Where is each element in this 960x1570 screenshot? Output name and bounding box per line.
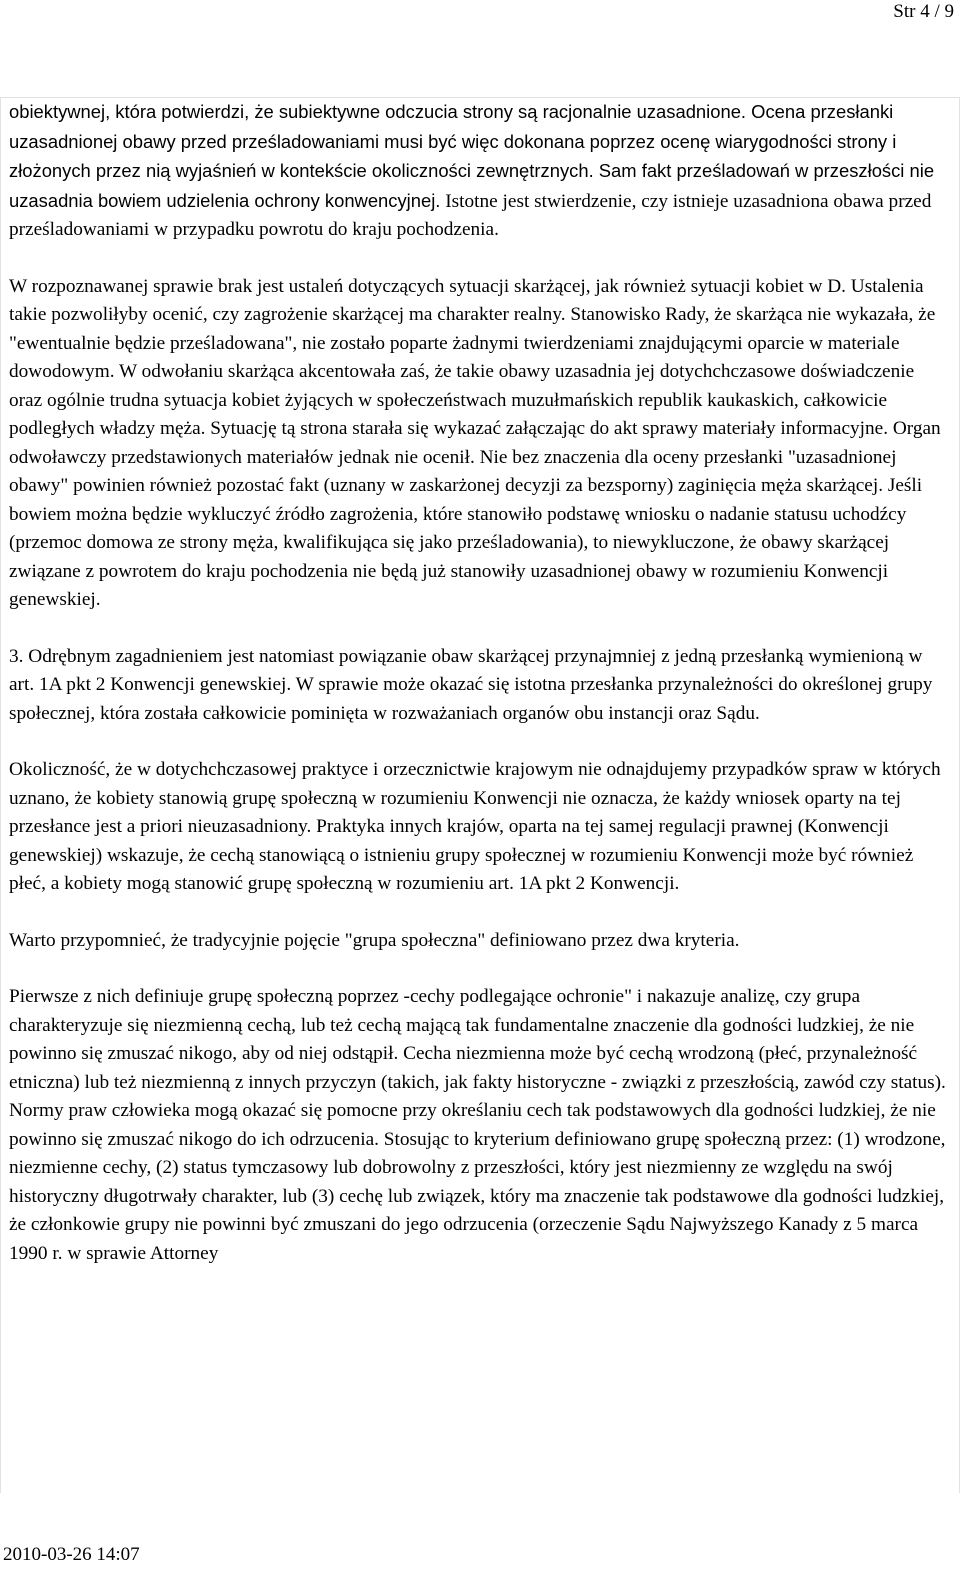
paragraph-6: Pierwsze z nich definiuje grupę społeczną poprzez -cechy podlegające ochronie" i nakazuje analizę, czy grupa charakteryzuje się niezmienną cechą, lub też cechą mającą tak fundamentalne znaczenie dla godności ludzkiej, że nie powinno się zmuszać nikogo, aby od niej odstąpił. Cecha niezmienna może być cechą wrodzoną (płeć, przynależność etniczna) lub też niezmienną z innych przyczyn (takich, jak fakty historyczne - związki z przeszłością, zawód czy status). Normy praw człowieka mogą okazać się pomocne przy określaniu cech tak podstawowych dla godności ludzkiej, że nie powinno się zmuszać nikogo do ich odrzucenia. Stosując to kryterium definiowano grupę społeczną przez: (1) wrodzone, niezmienne cechy, (2) status tymczasowy lub dobrowolny z przeszłości, który jest niezmienny ze względu na swój historyczny długotrwały charakter, lub (3) cechę lub związek, który ma znaczenie tak podstawowe dla godności ludzkiej, że członkowie grupy nie powinni być zmuszani do jego odrzucenia (orzeczenie Sądu Najwyższego Kanady z 5 marca 1990 r. w sprawie Attorney — [9, 986, 946, 1264]
paragraph-gap — [9, 955, 951, 983]
paragraph-gap — [9, 728, 951, 756]
paragraph-1-sans-part: obiektywnej, która potwierdzi, że subiektywne odczucia strony są racjonalnie uzasadnione. Ocena przesłanki uzasadnionej obawy przed prześladowaniami musi być więc dokonana poprzez ocenę wiarygodności strony i złożonych przez nią wyjaśnień w kontekście okoliczności zewnętrznych. Sam fakt prześladowań w przeszłości nie uzasadnia bowiem udzielenia ochrony konwencyjnej. — [9, 101, 935, 211]
content-frame — [0, 97, 960, 1493]
paragraph-1-serif-part: Istotne jest stwierdzenie, czy istnieje uzasadniona obawa przed prześladowaniami w przypadku powrotu do kraju pochodzenia. — [9, 190, 932, 240]
paragraph-gap — [9, 615, 951, 643]
document-text — [1, 98, 959, 1268]
paragraph-3: 3. Odrębnym zagadnieniem jest natomiast powiązanie obaw skarżącej przynajmniej z jedną przesłanką wymienioną w art. 1A pkt 2 Konwencji genewskiej. W sprawie może okazać się istotna przesłanka przynależności do określonej grupy społecznej, która została całkowicie pominięta w rozważaniach organów obu instancji oraz Sądu. — [9, 645, 933, 724]
paragraph-gap — [9, 245, 951, 273]
paragraph-1 — [9, 98, 951, 245]
paragraph-5: Warto przypomnieć, że tradycyjnie pojęcie "grupa społeczna" definiowano przez dwa kryteria. — [9, 929, 740, 951]
paragraph-gap — [9, 899, 951, 927]
page-number: Str 4 / 9 — [893, 1, 954, 22]
paragraph-4: Okoliczność, że w dotychchczasowej praktyce i orzecznictwie krajowym nie odnajdujemy przypadków spraw w których uznano, że kobiety stanowią grupę społeczną w rozumieniu Konwencji nie oznacza, że każdy wniosek oparty na tej przesłance jest a priori nieuzasadniony. Praktyka innych krajów, oparta na tej samej regulacji prawnej (Konwencji genewskiej) wskazuje, że cechą stanowiącą o istnieniu grupy społecznej w rozumieniu Konwencji może być również płeć, a kobiety mogą stanowić grupę społeczną w rozumieniu art. 1A pkt 2 Konwencji. — [9, 759, 941, 894]
footer-timestamp: 2010-03-26 14:07 — [3, 1544, 140, 1565]
paragraph-2: W rozpoznawanej sprawie brak jest ustaleń dotyczących sytuacji skarżącej, jak również sytuacji kobiet w D. Ustalenia takie pozwoliłyby ocenić, czy zagrożenie skarżącej ma charakter realny. Stanowisko Rady, że skarżąca nie wykazała, że "ewentualnie będzie prześladowana", nie zostało poparte żadnymi twierdzeniami znajdującymi oparcie w materiale dowodowym. W odwołaniu skarżąca akcentowała zaś, że takie obawy uzasadnia jej dotychchczasowe doświadczenie oraz ogólnie trudna sytuacja kobiet żyjących w społeczeństwach muzułmańskich republik kaukaskich, całkowicie podległych władzy męża. Sytuację tą strona starała się wykazać załączając do akt sprawy materiały informacyjne. Organ odwoławczy przedstawionych materiałów jednak nie ocenił. Nie bez znaczenia dla oceny przesłanki "uzasadnionej obawy" powinien również pozostać fakt (uznany w zaskarżonej decyzji za bezsporny) zaginięcia męża skarżącej. Jeśli bowiem można będzie wykluczyć źródło zagrożenia, które stanowiło podstawę wniosku o nadanie statusu uchodźcy (przemoc domowa ze strony męża, kwalifikująca się jako prześladowania), to niewykluczone, że obawy skarżącej związane z powrotem do kraju pochodzenia nie będą już stanowiły uzasadnionej obawy w rozumieniu Konwencji genewskiej. — [9, 275, 941, 610]
